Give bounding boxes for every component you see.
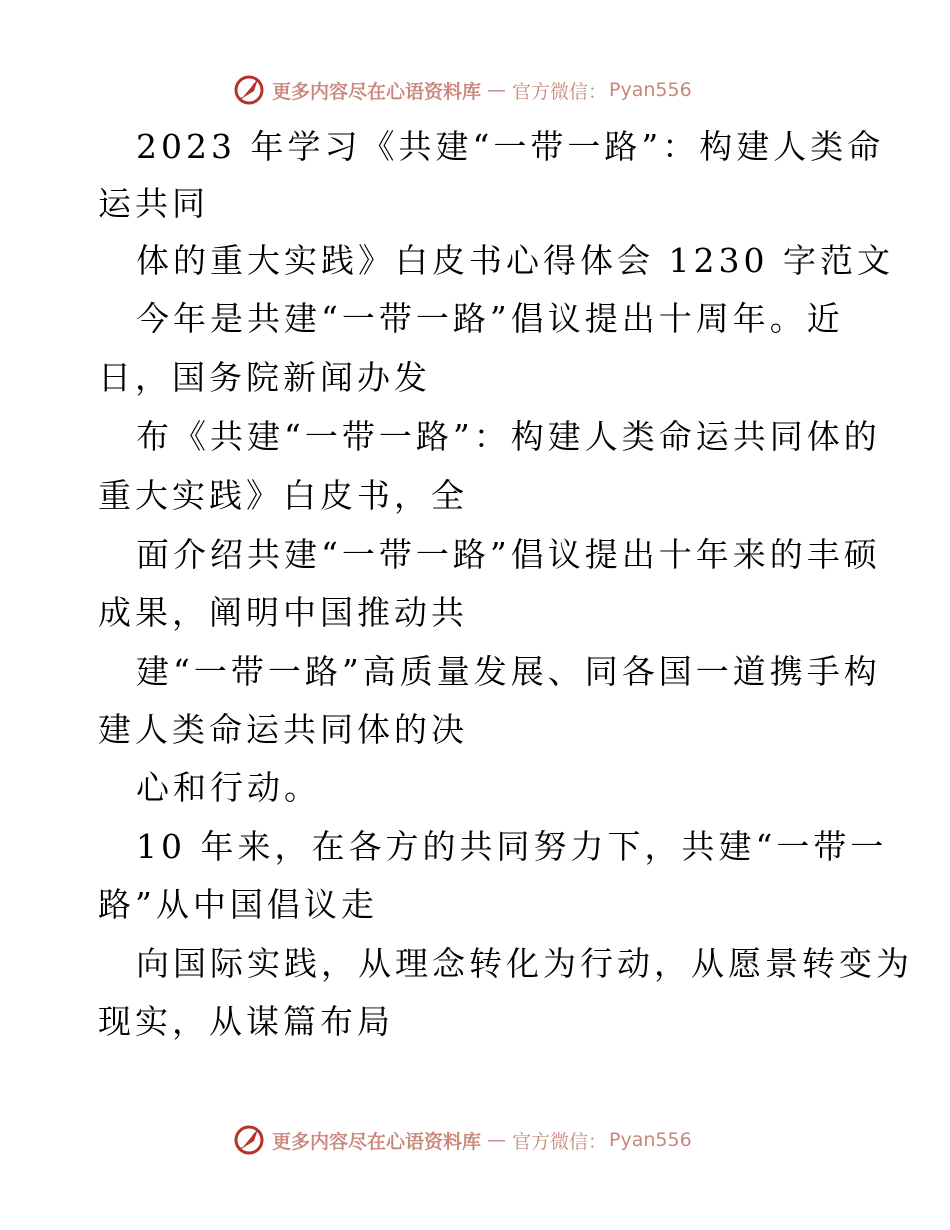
text-line: 2023 年学习《共建“一带一路”：构建人类命 <box>136 127 885 166</box>
watermark-id: Pyan556 <box>609 79 692 101</box>
footer-watermark <box>232 1122 692 1158</box>
text-line: 10 年来，在各方的共同努力下，共建“一带一 <box>136 827 888 866</box>
header-watermark <box>232 72 692 108</box>
text-line: 布《共建“一带一路”：构建人类命运共同体的 <box>136 417 881 456</box>
text-line: 今年是共建“一带一路”倡议提出十周年。近 <box>136 299 844 338</box>
text-line: 重大实践》白皮书，全 <box>98 476 468 515</box>
watermark-dash: — <box>487 79 507 101</box>
text-line: 路”从中国倡议走 <box>98 885 378 924</box>
text-line: 体的重大实践》白皮书心得体会 1230 字范文 <box>136 241 894 280</box>
watermark-dash: — <box>487 1129 507 1151</box>
text-line: 日，国务院新闻办发 <box>98 358 431 397</box>
watermark-text: 更多内容尽在心语资料库 <box>272 80 482 103</box>
text-line: 建人类命运共同体的决 <box>98 710 468 749</box>
watermark-label: 官方微信： <box>512 1130 608 1153</box>
text-line: 现实，从谋篇布局 <box>98 1002 394 1041</box>
watermark-label: 官方微信： <box>512 80 608 103</box>
feather-pen-logo-icon <box>232 73 266 107</box>
text-line: 面介绍共建“一带一路”倡议提出十年来的丰硕 <box>136 535 881 574</box>
text-line: 运共同 <box>98 184 209 223</box>
text-line: 建“一带一路”高质量发展、同各国一道携手构 <box>136 652 881 691</box>
text-line: 成果，阐明中国推动共 <box>98 593 468 632</box>
feather-pen-logo-icon <box>232 1123 266 1157</box>
text-line: 心和行动。 <box>136 768 321 807</box>
text-line: 向国际实践，从理念转化为行动，从愿景转变为 <box>136 944 913 983</box>
watermark-id: Pyan556 <box>609 1129 692 1151</box>
watermark-text: 更多内容尽在心语资料库 <box>272 1130 482 1153</box>
